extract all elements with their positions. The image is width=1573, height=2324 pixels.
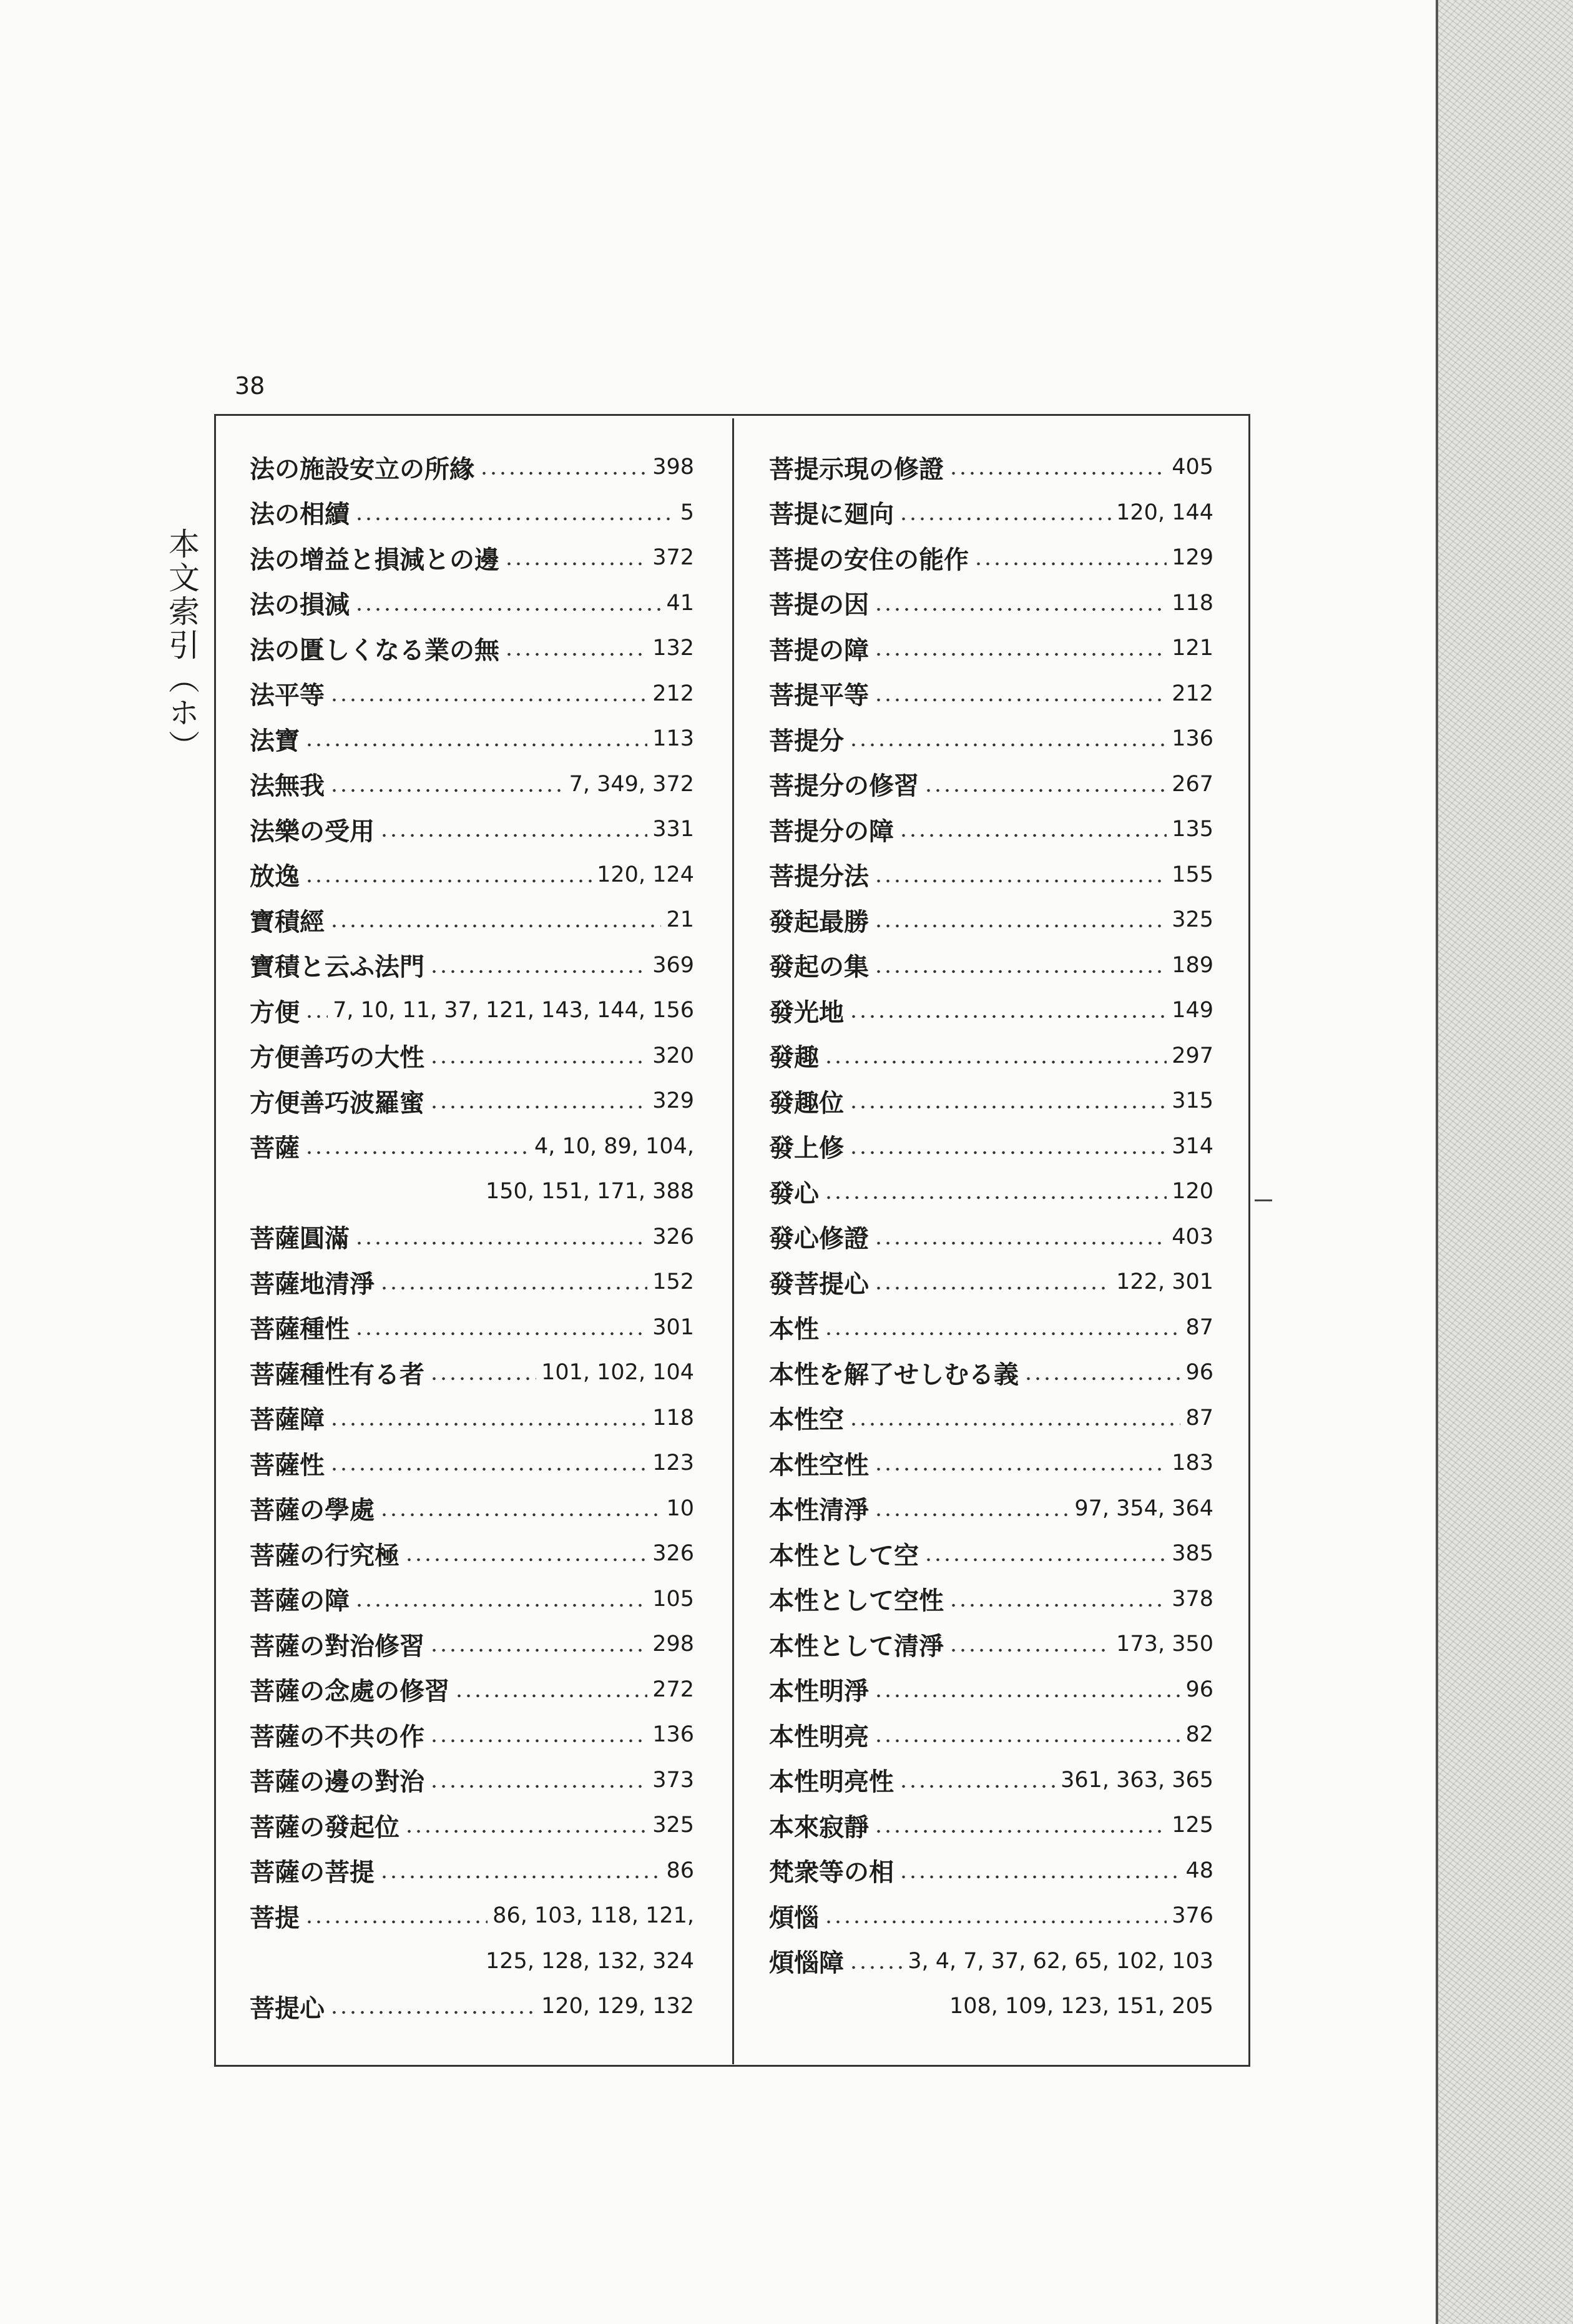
index-term: 法の損減	[250, 590, 350, 620]
index-entry	[769, 1486, 1213, 1532]
index-entry	[769, 943, 1213, 988]
page-references: 320	[652, 1043, 694, 1068]
page-references: 152	[652, 1269, 694, 1295]
dot-leader	[874, 697, 1167, 702]
page-references: 86, 103, 118, 121,	[492, 1903, 694, 1929]
dot-leader	[899, 1874, 1180, 1879]
index-term: 發菩提心	[769, 1269, 869, 1299]
scan-edge-line	[1436, 0, 1438, 2324]
index-entry	[250, 581, 694, 626]
dot-leader	[874, 879, 1167, 884]
index-term: 菩薩種性有る者	[250, 1359, 424, 1389]
dot-leader	[874, 1829, 1167, 1834]
dot-leader	[849, 1105, 1167, 1110]
index-term: 煩惱障	[769, 1948, 844, 1978]
dot-leader	[305, 1150, 529, 1155]
page-references: 118	[652, 1405, 694, 1430]
index-entry	[250, 762, 694, 807]
index-term: 菩薩障	[250, 1405, 325, 1435]
dot-leader	[429, 1060, 647, 1065]
index-entry	[250, 1305, 694, 1351]
dot-leader	[429, 1105, 647, 1110]
dot-leader	[479, 471, 647, 476]
index-entry	[769, 535, 1213, 581]
dot-leader	[355, 1603, 647, 1608]
index-entry	[250, 988, 694, 1033]
dot-leader	[330, 1467, 647, 1472]
index-entry	[769, 1440, 1213, 1486]
index-entry	[769, 1259, 1213, 1305]
page-references: 48	[1185, 1858, 1213, 1883]
index-term: 本性として空性	[769, 1586, 944, 1616]
dot-leader	[949, 1648, 1111, 1653]
index-entry	[769, 1033, 1213, 1079]
page-references: 326	[652, 1541, 694, 1567]
index-entry	[250, 490, 694, 536]
index-entry	[769, 988, 1213, 1033]
index-term: 本性明淨	[769, 1677, 869, 1706]
index-entry	[250, 1078, 694, 1124]
index-entry	[250, 1259, 694, 1305]
page-references: 326	[652, 1224, 694, 1249]
index-entry	[769, 1577, 1213, 1622]
index-entry	[769, 1667, 1213, 1713]
dot-leader	[874, 1693, 1180, 1698]
index-entry	[769, 1531, 1213, 1577]
index-entry	[250, 1124, 694, 1169]
index-term: 方便	[250, 997, 300, 1027]
page-references: 10	[666, 1495, 694, 1521]
page-references: 121	[1172, 636, 1213, 661]
index-term: 發光地	[769, 997, 844, 1027]
dot-leader	[949, 1603, 1167, 1608]
index-term: 梵衆等の相	[769, 1858, 894, 1888]
dot-leader	[924, 788, 1167, 793]
index-term: 法の匱しくなる業の無	[250, 635, 499, 665]
index-term: 法樂の受用	[250, 816, 375, 846]
dot-leader	[899, 1784, 1056, 1789]
dot-leader	[429, 969, 647, 974]
index-term: 菩薩の障	[250, 1586, 350, 1616]
index-entry	[769, 1848, 1213, 1894]
page-references: 329	[652, 1088, 694, 1114]
section-side-label: 本文索引（ホ）	[164, 528, 200, 764]
index-term: 菩薩の菩提	[250, 1858, 375, 1888]
page-references: 125	[1172, 1813, 1213, 1838]
index-entry	[250, 1440, 694, 1486]
index-term: 本性明亮性	[769, 1767, 894, 1797]
index-entry	[250, 943, 694, 988]
page-references: 315	[1172, 1088, 1213, 1114]
index-term: 菩薩の行究極	[250, 1540, 399, 1570]
index-term: 菩提の因	[769, 590, 869, 620]
page-references: 120	[1172, 1179, 1213, 1204]
dot-leader	[824, 1919, 1167, 1924]
index-entry	[769, 1078, 1213, 1124]
index-term: 本性空	[769, 1405, 844, 1435]
page-references: 105	[652, 1586, 694, 1612]
index-term: 方便善巧の大性	[250, 1043, 424, 1073]
page-references: 87	[1185, 1405, 1213, 1430]
page-references: 82	[1185, 1722, 1213, 1748]
page-references: 97, 354, 364	[1074, 1495, 1213, 1521]
index-term: 本性空性	[769, 1450, 869, 1480]
index-term: 本性として空	[769, 1540, 919, 1570]
dot-leader	[355, 1241, 647, 1246]
dot-leader	[330, 1422, 647, 1427]
dot-leader	[849, 1150, 1167, 1155]
index-entry	[250, 626, 694, 671]
dot-leader	[305, 1014, 328, 1019]
page-references: 87	[1185, 1314, 1213, 1340]
index-entry	[250, 1622, 694, 1667]
index-term: 本性明亮	[769, 1721, 869, 1751]
dot-leader	[355, 607, 661, 612]
page-references: 41	[666, 590, 694, 616]
page-references: 314	[1172, 1133, 1213, 1159]
index-entry	[769, 852, 1213, 898]
page-references: 21	[666, 907, 694, 933]
index-term: 寶積經	[250, 907, 325, 937]
page-references: 183	[1172, 1450, 1213, 1476]
index-entry	[250, 807, 694, 852]
page-references: 385	[1172, 1541, 1213, 1567]
index-entry	[769, 490, 1213, 536]
page-references: 373	[652, 1767, 694, 1793]
index-term: 本性	[769, 1314, 819, 1344]
index-term: 發趣	[769, 1043, 819, 1073]
page-references: 123	[652, 1450, 694, 1476]
page-references: 125, 128, 132, 324	[486, 1948, 694, 1974]
page-references: 101, 102, 104	[541, 1360, 694, 1386]
index-entry	[250, 671, 694, 717]
index-term: 本來寂靜	[769, 1812, 869, 1842]
index-entry	[769, 1803, 1213, 1848]
index-term: 法無我	[250, 771, 325, 801]
index-entry	[769, 1350, 1213, 1396]
index-entry	[769, 762, 1213, 807]
page-references: 5	[680, 500, 694, 525]
dot-leader	[849, 742, 1167, 747]
dot-leader	[849, 1014, 1167, 1019]
index-entry	[769, 1939, 1213, 1984]
index-entry-continuation	[769, 1984, 1213, 2029]
index-entry	[769, 1758, 1213, 1803]
index-entry	[250, 1667, 694, 1713]
index-entry	[250, 1486, 694, 1532]
page-references: 7, 349, 372	[569, 771, 694, 797]
index-entry	[250, 852, 694, 898]
dot-leader	[380, 833, 647, 838]
page-references: 120, 124	[597, 862, 694, 887]
index-term: 菩提の安住の能作	[769, 544, 969, 574]
index-entry	[769, 1712, 1213, 1758]
index-term: 法平等	[250, 681, 325, 711]
index-entry	[769, 1214, 1213, 1260]
page-number: 38	[235, 372, 265, 400]
index-entry	[769, 581, 1213, 626]
index-term: 發起最勝	[769, 907, 869, 937]
dot-leader	[824, 1060, 1167, 1065]
page-references: 96	[1185, 1360, 1213, 1386]
page-references: 398	[652, 455, 694, 480]
page-references: 4, 10, 89, 104,	[534, 1133, 694, 1159]
dot-leader	[874, 1738, 1180, 1743]
page-references: 189	[1172, 952, 1213, 978]
page-references: 7, 10, 11, 37, 121, 143, 144, 156	[333, 998, 694, 1023]
dot-leader	[874, 969, 1167, 974]
scan-edge-shadow	[1436, 0, 1573, 2324]
dot-leader	[974, 561, 1167, 566]
index-term: 本性として清淨	[769, 1631, 944, 1661]
page-references: 96	[1185, 1677, 1213, 1702]
index-entry	[769, 1305, 1213, 1351]
index-term: 本性清淨	[769, 1495, 869, 1525]
index-term: 菩薩の不共の作	[250, 1721, 424, 1751]
index-term: 本性を解了せしむる義	[769, 1359, 1019, 1389]
index-entry	[250, 1984, 694, 2029]
dot-leader	[874, 923, 1167, 928]
index-term: 菩薩	[250, 1133, 300, 1163]
index-term: 煩惱	[769, 1903, 819, 1933]
page-references: 403	[1172, 1224, 1213, 1249]
dot-leader	[380, 1286, 647, 1291]
index-entry	[250, 1758, 694, 1803]
index-column-right	[769, 445, 1213, 2029]
index-term: 菩薩の學處	[250, 1495, 375, 1525]
index-entry	[250, 1396, 694, 1441]
dot-leader	[404, 1557, 647, 1562]
dot-leader	[874, 652, 1167, 657]
index-entry	[250, 1712, 694, 1758]
dot-leader	[380, 1512, 661, 1517]
page-references: 120, 144	[1116, 500, 1213, 525]
index-term: 菩提の障	[769, 635, 869, 665]
index-term: 菩薩種性	[250, 1314, 350, 1344]
page-references: 298	[652, 1632, 694, 1657]
index-term: 菩提分の障	[769, 816, 894, 846]
index-entry	[250, 716, 694, 762]
dot-leader	[305, 1919, 488, 1924]
index-entry	[769, 807, 1213, 852]
index-entry-continuation	[250, 1939, 694, 1984]
index-entry	[250, 535, 694, 581]
index-entry	[250, 1577, 694, 1622]
index-entry	[250, 1803, 694, 1848]
page-references: 108, 109, 123, 151, 205	[949, 1994, 1213, 2019]
index-term: 菩提に廻向	[769, 500, 894, 529]
dot-leader	[355, 516, 675, 521]
page-references: 301	[652, 1314, 694, 1340]
index-entry	[250, 1214, 694, 1260]
dot-leader	[874, 1467, 1167, 1472]
page-references: 272	[652, 1677, 694, 1702]
index-entry	[250, 1350, 694, 1396]
index-entry	[769, 716, 1213, 762]
index-entry	[250, 1531, 694, 1577]
index-entry	[769, 1622, 1213, 1667]
index-term: 菩提分法	[769, 862, 869, 892]
page-references: 120, 129, 132	[541, 1994, 694, 2019]
dot-leader	[404, 1829, 647, 1834]
dot-leader	[924, 1557, 1167, 1562]
index-term: 菩薩の發起位	[250, 1812, 399, 1842]
index-term: 發起の集	[769, 952, 869, 982]
index-term: 菩薩の念處の修習	[250, 1677, 449, 1706]
dot-leader	[454, 1693, 647, 1698]
index-term: 菩薩性	[250, 1450, 325, 1480]
index-entry	[250, 897, 694, 943]
dot-leader	[429, 1648, 647, 1653]
page-references: 155	[1172, 862, 1213, 887]
dot-leader	[355, 1331, 647, 1336]
page-references: 129	[1172, 545, 1213, 571]
page-references: 149	[1172, 998, 1213, 1023]
page-references: 86	[666, 1858, 694, 1883]
index-term: 菩提平等	[769, 681, 869, 711]
index-term: 菩薩の邊の對治	[250, 1767, 424, 1797]
dot-leader	[380, 1874, 661, 1879]
index-entry	[769, 1169, 1213, 1214]
dot-leader	[330, 2010, 536, 2015]
dot-leader	[849, 1965, 903, 1970]
index-term: 發趣位	[769, 1088, 844, 1118]
page-references: 331	[652, 817, 694, 842]
dot-leader	[429, 1738, 647, 1743]
dot-leader	[824, 1331, 1180, 1336]
dot-leader	[305, 879, 592, 884]
dot-leader	[1024, 1376, 1180, 1381]
index-entry	[250, 445, 694, 490]
page-references: 173, 350	[1116, 1632, 1213, 1657]
page-references: 118	[1172, 590, 1213, 616]
index-term: 菩薩の對治修習	[250, 1631, 424, 1661]
page-references: 212	[652, 681, 694, 706]
index-entry	[769, 445, 1213, 490]
page-references: 376	[1172, 1903, 1213, 1929]
dot-leader	[874, 1241, 1167, 1246]
index-term: 菩提示現の修證	[769, 454, 944, 484]
index-entry	[769, 897, 1213, 943]
dot-leader	[899, 516, 1111, 521]
page-references: 405	[1172, 455, 1213, 480]
index-term: 菩提	[250, 1903, 300, 1933]
dot-leader	[429, 1784, 647, 1789]
index-entry	[250, 1033, 694, 1079]
dot-leader	[824, 1195, 1167, 1200]
page-references: 378	[1172, 1586, 1213, 1612]
dot-leader	[874, 607, 1167, 612]
page-references: 113	[652, 726, 694, 752]
index-term: 放逸	[250, 862, 300, 892]
page-references: 267	[1172, 771, 1213, 797]
index-entry	[769, 1396, 1213, 1441]
dot-leader	[305, 742, 647, 747]
index-term: 發上修	[769, 1133, 844, 1163]
page-references: 136	[652, 1722, 694, 1748]
index-term: 菩薩地清淨	[250, 1269, 375, 1299]
index-entry	[769, 671, 1213, 717]
page-references: 369	[652, 952, 694, 978]
index-entry	[769, 1124, 1213, 1169]
dot-leader	[330, 788, 564, 793]
dot-leader	[330, 923, 661, 928]
dot-leader	[874, 1512, 1069, 1517]
index-entry	[250, 1848, 694, 1894]
dot-leader	[874, 1286, 1111, 1291]
page-references: 136	[1172, 726, 1213, 752]
dot-leader	[899, 833, 1167, 838]
index-term: 菩提心	[250, 1993, 325, 2023]
dot-leader	[504, 652, 647, 657]
index-column-left	[250, 445, 694, 2029]
index-term: 菩提分	[769, 726, 844, 756]
margin-tick-mark	[1255, 1199, 1272, 1201]
dot-leader	[949, 471, 1167, 476]
page-references: 3, 4, 7, 37, 62, 65, 102, 103	[908, 1948, 1213, 1974]
page-references: 297	[1172, 1043, 1213, 1068]
column-divider	[732, 418, 734, 2064]
page-references: 325	[652, 1813, 694, 1838]
index-term: 菩提分の修習	[769, 771, 919, 801]
page-references: 325	[1172, 907, 1213, 933]
index-term: 法寶	[250, 726, 300, 756]
index-term: 發心	[769, 1178, 819, 1208]
index-term: 寶積と云ふ法門	[250, 952, 424, 982]
page-references: 135	[1172, 817, 1213, 842]
page-references: 122, 301	[1116, 1269, 1213, 1295]
index-term: 法の相續	[250, 500, 350, 529]
page-references: 212	[1172, 681, 1213, 706]
page-references: 361, 363, 365	[1061, 1767, 1213, 1793]
dot-leader	[330, 697, 647, 702]
page-references: 372	[652, 545, 694, 571]
index-entry	[769, 1893, 1213, 1939]
index-term: 法の增益と損減との邊	[250, 544, 499, 574]
index-term: 法の施設安立の所緣	[250, 454, 474, 484]
index-entry	[250, 1893, 694, 1939]
page-references: 150, 151, 171, 388	[486, 1179, 694, 1204]
index-term: 發心修證	[769, 1224, 869, 1254]
index-entry-continuation	[250, 1169, 694, 1214]
dot-leader	[504, 561, 647, 566]
index-term: 菩薩圓滿	[250, 1224, 350, 1254]
index-term: 方便善巧波羅蜜	[250, 1088, 424, 1118]
index-entry	[769, 626, 1213, 671]
dot-leader	[429, 1376, 536, 1381]
dot-leader	[849, 1422, 1180, 1427]
page-references: 132	[652, 636, 694, 661]
